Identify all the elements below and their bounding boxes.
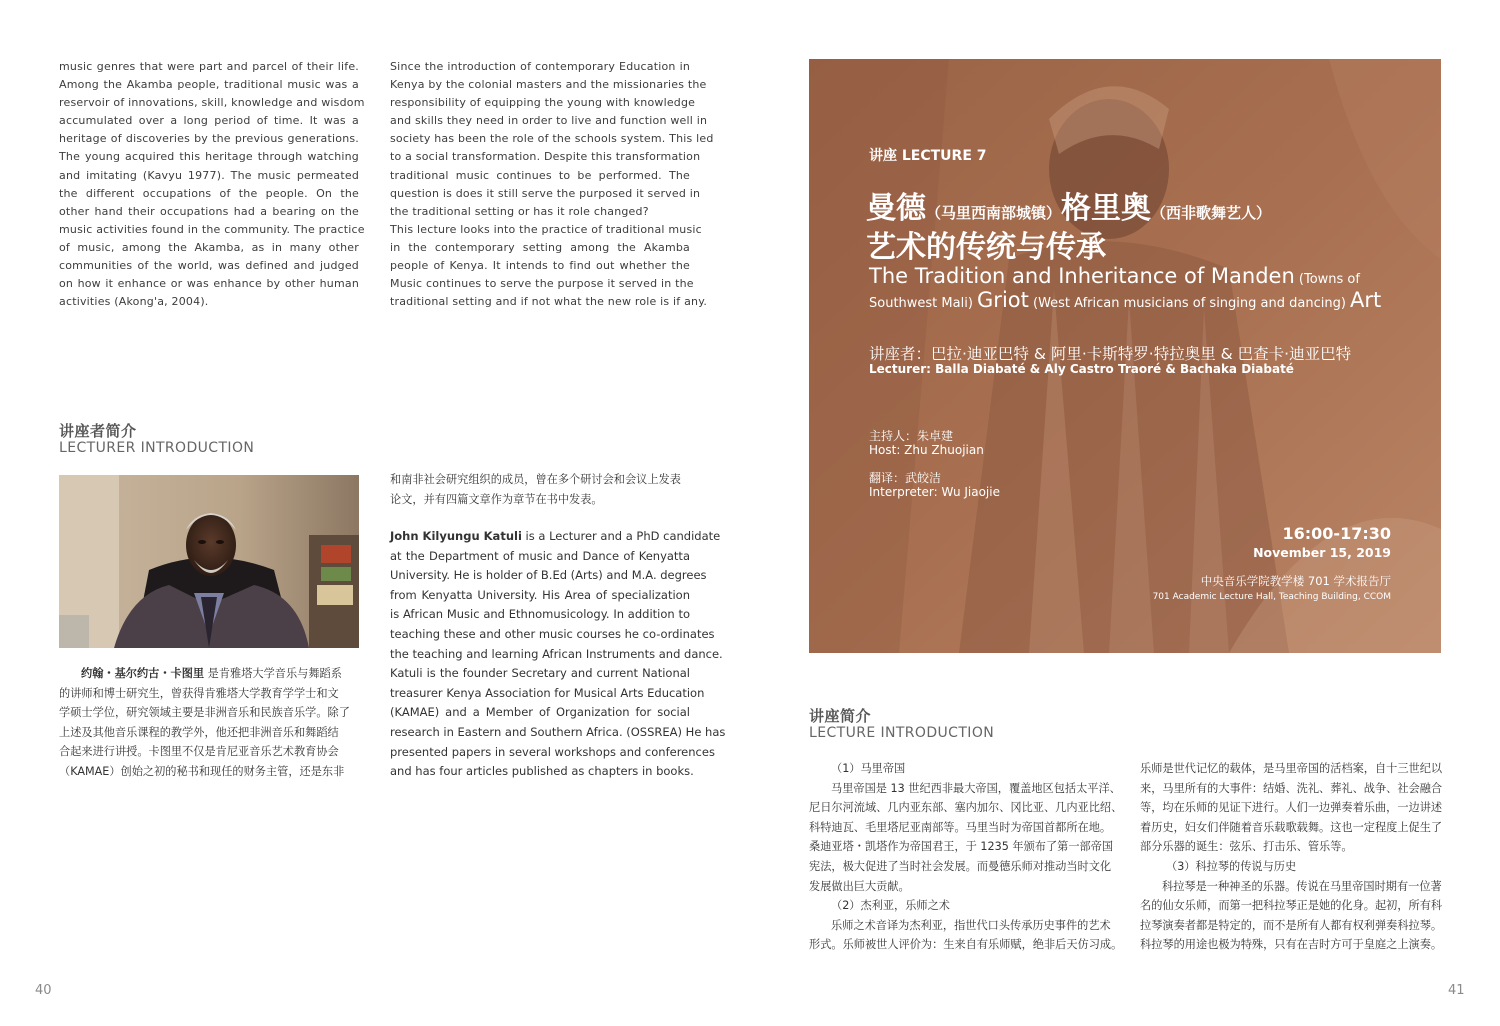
text-line: presented papers in several workshops and conferences (390, 744, 715, 759)
text-line: 上述及其他音乐课程的教学外，他还把非洲音乐和舞蹈结 (59, 725, 339, 739)
text-line: communities of the world, was defined and judged (59, 259, 359, 273)
text-line: research in Eastern and Southern Africa. (OSSREA) He has (390, 724, 726, 739)
text-line: 科拉琴的用途也极为特殊，只有在吉时方可于皇庭之上演奏。 (1140, 938, 1443, 952)
text-line: 名的仙女乐师，而第一把科拉琴正是她的化身。起初，所有科 (1140, 899, 1443, 913)
text-line: 科拉琴是一种神圣的乐器。传说在马里帝国时期有一位著 (1162, 879, 1442, 893)
text-line: （KAMAE）创始之初的秘书和现任的财务主管，还是东非 (59, 764, 345, 778)
lecturer-bio-cn-continued (390, 470, 690, 509)
text-line: 来，马里所有的大事件：结婚、洗礼、葬礼、战争、社会融合 (1140, 781, 1443, 795)
lecturer-intro-title-en: LECTURER INTRODUCTION (59, 440, 255, 456)
text-line (390, 527, 721, 547)
lecture-time: 16:00-17:30 (1282, 524, 1391, 543)
text-line: 尼日尔河流域、几内亚东部、塞内加尔、冈比亚、几内亚比绍、 (809, 801, 1123, 815)
text-line: reservoir of innovations, skill, knowledge and wisdom (59, 96, 365, 110)
text-line: University. He is holder of B.Ed (Arts) and M.A. degrees (390, 568, 707, 583)
text-line: heritage of discoveries by the previous generations. (59, 132, 359, 146)
text-line: of music, among the Akamba, as in many other (59, 240, 359, 254)
text-line: music genres that were part and parcel of their life. (59, 60, 359, 73)
lecture-intro-col2 (1140, 759, 1445, 955)
text-line: Among the Akamba people, traditional music was a (59, 78, 359, 92)
page-number-left: 40 (35, 983, 52, 998)
text-line: 乐师是世代记忆的载体，是马里帝国的活档案，自十三世纪以 (1140, 762, 1443, 775)
text-line: traditional music continues to be performed. The (390, 168, 690, 182)
text-line: 宪法，极大促进了当时社会发展。而曼德乐师对推动当时文化 (809, 859, 1112, 873)
page-number-right: 41 (1448, 983, 1465, 998)
text-line: Music continues to serve the purpose it served in the (390, 277, 694, 291)
text-line: teaching these and other music courses he co-ordinates (390, 626, 715, 641)
lecture-poster (809, 59, 1441, 653)
left-col2-text (390, 58, 714, 311)
host-cn: 主持人：朱卓建 (869, 429, 954, 443)
text-line: 的讲师和博士研究生，曾获得肯雅塔大学教育学学士和文 (59, 686, 339, 700)
poster-title-cn-line1 (866, 183, 1271, 227)
lecturer-name-cn: 约翰・基尔约古・卡图里 (81, 667, 205, 680)
text-line: and has four articles published as chapters in books. (390, 764, 694, 779)
lecturer-photo-illustration (59, 475, 359, 648)
text-line: 发展做出巨大贡献。 (809, 879, 910, 893)
subheading: （3）科拉琴的传说与历史 (1166, 859, 1297, 873)
lecture-intro-title-en: LECTURE INTRODUCTION (809, 725, 995, 741)
lecturer-bio-en (390, 527, 726, 782)
lecturer-intro-title-cn: 讲座者简介 (59, 422, 137, 440)
text-line: 拉琴演奏者都是特定的，而不是所有人都有权利弹奏科拉琴。 (1140, 918, 1443, 932)
text-line: at the Department of music and Dance of Kenyatta (390, 548, 690, 563)
subheading: （1）马里帝国 (831, 762, 906, 775)
text-line: from Kenyatta University. His Area of specialization (390, 587, 690, 602)
text-line: (KAMAE) and a Member of Organization for social (390, 705, 690, 720)
venue-en: 701 Academic Lecture Hall, Teaching Building, CCOM (1152, 592, 1391, 602)
text-line: 论文，并有四篇文章作为章节在书中发表。 (390, 492, 603, 506)
text-line: 乐师之术音译为杰利亚，指世代口头传承历史事件的艺术 (831, 918, 1111, 932)
text-line: on how it enhance or was enhance by other human (59, 277, 359, 291)
text-line: the teaching and learning African Instruments and dance. (390, 646, 723, 661)
subheading: （2）杰利亚，乐师之术 (831, 899, 950, 913)
text-line: Kenya by the colonial masters and the missionaries the (390, 78, 707, 92)
poster-title-cn-line2: 艺术的传统与传承 (866, 230, 1106, 265)
lecture-intro-title-cn: 讲座简介 (809, 707, 872, 725)
venue-cn: 中央音乐学院教学楼 701 学术报告厅 (1200, 574, 1391, 588)
title-en-part: Art (1350, 288, 1382, 312)
left-col1-text (59, 58, 365, 311)
lecture-number-label: 讲座 LECTURE 7 (869, 148, 987, 164)
text-line: society has been the role of the schools system. This led (390, 132, 714, 146)
text-line: 学硕士学位，研究领域主要是非洲音乐和民族音乐学。除了 (59, 706, 350, 720)
text-span: 是肯雅塔大学音乐与舞蹈系 (204, 667, 342, 680)
lecturer-photo (59, 475, 359, 648)
title-en-note: Southwest Mali) (869, 296, 978, 311)
text-line: 着历史，妇女们伴随着音乐载歌载舞。这也一定程度上促生了 (1140, 820, 1443, 834)
text-line: traditional setting and if not what the new role is if any. (390, 295, 708, 309)
title-cn-note: （西非歌舞艺人） (1151, 204, 1272, 222)
lecturer-name-en: John Kilyungu Katuli (390, 529, 522, 543)
text-line: 形式。乐师被世人评价为：生来自有乐师赋，绝非后天仿习成。 (809, 938, 1123, 952)
text-line: and skills they need in order to live and function well in (390, 114, 708, 128)
interpreter-en: Interpreter: Wu Jiaojie (869, 485, 1000, 499)
lecture-date: November 15, 2019 (1253, 545, 1391, 560)
text-line: other hand their occupations had a bearing on the (59, 204, 359, 218)
text-line: music activities found in the community. The practice (59, 222, 365, 236)
text-line: 部分乐器的诞生：弦乐、打击乐、管乐等。 (1140, 840, 1353, 854)
text-line: 科特迪瓦、毛里塔尼亚南部等。马里当时为帝国首都所在地。 (809, 820, 1112, 834)
text-line: to a social transformation. Despite this transformation (390, 150, 701, 164)
text-line: 和南非社会研究组织的成员，曾在多个研讨会和会议上发表 (390, 473, 681, 486)
title-en-note: (Towns of (1294, 272, 1360, 287)
text-line: Since the introduction of contemporary Education in (390, 60, 690, 73)
text-line: question is does it still serve the purposed it served in (390, 186, 701, 200)
text-line: activities (Akong'a, 2004). (59, 295, 209, 309)
text-line: The young acquired this heritage through watching (59, 150, 359, 164)
lecture-intro-col1 (809, 759, 1123, 955)
title-en-part: Griot (977, 288, 1029, 312)
text-line: and imitating (Kavyu 1977). The music permeated (59, 168, 359, 182)
text-line: 桑迪亚塔・凯塔作为帝国君王，于 1235 年颁布了第一部帝国 (809, 840, 1114, 854)
text-line (59, 664, 359, 684)
title-en-note: (West African musicians of singing and dancing) (1028, 296, 1351, 311)
text-span: is a Lecturer and a PhD candidate (521, 529, 721, 543)
text-line: accumulated over a long period of time. It was a (59, 114, 359, 128)
poster-title-en-line1 (869, 264, 1360, 288)
interpreter-cn: 翻译：武皎洁 (869, 471, 942, 485)
title-cn-part: 格里奥 (1061, 191, 1152, 226)
text-line: 合起来进行讲授。卡图里不仅是肯尼亚音乐艺术教育协会 (59, 745, 339, 759)
lecturer-bio-cn (59, 664, 359, 782)
text-line: is African Music and Ethnomusicology. In addition to (390, 607, 690, 622)
text-line: This lecture looks into the practice of traditional music (390, 222, 702, 236)
title-en-part: The Tradition and Inheritance of Manden (869, 264, 1295, 288)
text-line: responsibility of equipping the young with knowledge (390, 96, 696, 110)
text-line: 等，均在乐师的见证下进行。人们一边弹奏着乐曲，一边讲述 (1140, 801, 1443, 815)
title-cn-part: 曼德 (866, 191, 926, 226)
text-line: people of Kenya. It intends to find out whether the (390, 259, 690, 273)
text-line: 马里帝国是 13 世纪西非最大帝国，覆盖地区包括太平洋、 (831, 781, 1121, 795)
poster-title-en-line2 (869, 288, 1381, 312)
title-cn-note: （马里西南部城镇） (926, 204, 1062, 222)
text-line: the different occupations of the people. On the (59, 186, 359, 200)
host-en: Host: Zhu Zhuojian (869, 443, 984, 457)
text-line: treasurer Kenya Association for Musical Arts Education (390, 685, 705, 700)
lecturer-names-cn: 讲座者：巴拉·迪亚巴特 & 阿里·卡斯特罗·特拉奥里 & 巴查卡·迪亚巴特 (869, 345, 1352, 363)
text-line: in the contemporary setting among the Akamba (390, 240, 690, 254)
text-line: Katuli is the founder Secretary and current National (390, 666, 690, 681)
text-line: the traditional setting or has it role changed? (390, 204, 649, 218)
lecturer-names-en: Lecturer: Balla Diabaté & Aly Castro Traoré & Bachaka Diabaté (869, 362, 1294, 376)
